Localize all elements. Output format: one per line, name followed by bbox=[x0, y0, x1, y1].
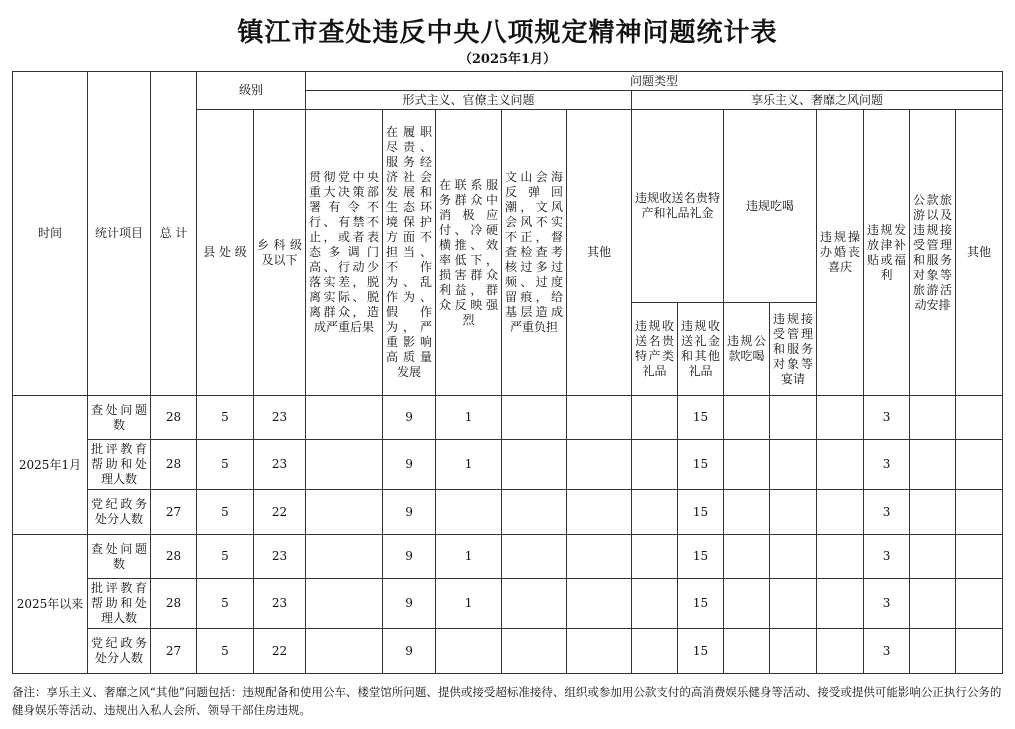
cell-other bbox=[956, 579, 1003, 629]
cell-d2 bbox=[770, 629, 817, 674]
header-allowance: 违规发放津补贴或福利 bbox=[864, 110, 910, 396]
header-hedonism-other: 其他 bbox=[956, 110, 1003, 396]
cell-f2: 9 bbox=[383, 535, 436, 579]
header-dine-2: 违规接受管理和服务对象等宴请 bbox=[770, 303, 817, 396]
table-row bbox=[13, 440, 1003, 490]
cell-other bbox=[956, 440, 1003, 490]
cell-total: 28 bbox=[151, 535, 197, 579]
row-item-label: 查处问题数 bbox=[88, 396, 151, 440]
cell-f5 bbox=[567, 490, 632, 535]
row-group-time: 2025年1月 bbox=[13, 396, 88, 535]
cell-township: 23 bbox=[254, 579, 306, 629]
cell-g2: 15 bbox=[678, 396, 724, 440]
cell-d2 bbox=[770, 440, 817, 490]
cell-county: 5 bbox=[197, 396, 254, 440]
cell-d1 bbox=[724, 396, 770, 440]
table-row bbox=[13, 579, 1003, 629]
cell-travel bbox=[910, 579, 956, 629]
row-item-label: 党纪政务处分人数 bbox=[88, 490, 151, 535]
cell-allowance: 3 bbox=[864, 396, 910, 440]
header-county-level: 县 处 级 bbox=[197, 110, 254, 396]
header-formalism: 形式主义、官僚主义问题 bbox=[306, 91, 632, 110]
cell-county: 5 bbox=[197, 440, 254, 490]
cell-travel bbox=[910, 490, 956, 535]
cell-f3: 1 bbox=[436, 396, 502, 440]
cell-f1 bbox=[306, 396, 383, 440]
cell-d1 bbox=[724, 579, 770, 629]
table-row bbox=[13, 396, 1003, 440]
cell-travel bbox=[910, 440, 956, 490]
cell-travel bbox=[910, 535, 956, 579]
cell-g2: 15 bbox=[678, 440, 724, 490]
cell-f4 bbox=[502, 396, 567, 440]
cell-total: 28 bbox=[151, 396, 197, 440]
cell-f4 bbox=[502, 490, 567, 535]
row-item-label: 党纪政务处分人数 bbox=[88, 629, 151, 674]
header-problem-type: 问题类型 bbox=[306, 72, 1003, 91]
header-time: 时间 bbox=[13, 72, 88, 396]
header-formalism-other: 其他 bbox=[567, 110, 632, 396]
cell-f4 bbox=[502, 629, 567, 674]
cell-g1 bbox=[632, 490, 678, 535]
header-formalism-3: 在联系服务群众中消极应付、冷硬横推、效率低下，损害群众利益，群众反映强烈 bbox=[436, 110, 502, 396]
cell-township: 23 bbox=[254, 535, 306, 579]
cell-g1 bbox=[632, 579, 678, 629]
cell-township: 23 bbox=[254, 396, 306, 440]
header-formalism-4: 文山会海反弹回潮，文风会风不实不正，督查检查考核过多过频、过度留痕，给基层造成严重负担 bbox=[502, 110, 567, 396]
cell-allowance: 3 bbox=[864, 535, 910, 579]
cell-d2 bbox=[770, 396, 817, 440]
cell-county: 5 bbox=[197, 535, 254, 579]
cell-f4 bbox=[502, 535, 567, 579]
cell-wedding bbox=[817, 629, 864, 674]
cell-f4 bbox=[502, 440, 567, 490]
cell-f1 bbox=[306, 440, 383, 490]
cell-d1 bbox=[724, 440, 770, 490]
cell-wedding bbox=[817, 535, 864, 579]
cell-f3 bbox=[436, 490, 502, 535]
cell-d2 bbox=[770, 579, 817, 629]
cell-f2: 9 bbox=[383, 579, 436, 629]
cell-f2: 9 bbox=[383, 490, 436, 535]
footnote: 备注：享乐主义、奢靡之风“其他”问题包括：违规配备和使用公车、楼堂馆所问题、提供或接受超标准接待、组织或参加用公款支付的高消费娱乐健身等活动、接受或提供可能影响公正执行公务的健身娱乐等活动、违规出入私人会所、领导干部住房违规。 bbox=[12, 685, 1002, 717]
cell-total: 27 bbox=[151, 629, 197, 674]
cell-f1 bbox=[306, 579, 383, 629]
cell-wedding bbox=[817, 396, 864, 440]
cell-g1 bbox=[632, 440, 678, 490]
cell-township: 22 bbox=[254, 490, 306, 535]
cell-f2: 9 bbox=[383, 396, 436, 440]
header-dine: 违规吃喝 bbox=[724, 110, 817, 303]
cell-f1 bbox=[306, 535, 383, 579]
cell-allowance: 3 bbox=[864, 579, 910, 629]
cell-allowance: 3 bbox=[864, 440, 910, 490]
header-formalism-1: 贯彻党中央重大决策部署有令不行、有禁不止，或者表态多调门高、行动少落实差，脱离实际、脱离群众，造成严重后果 bbox=[306, 110, 383, 396]
cell-total: 28 bbox=[151, 440, 197, 490]
cell-f5 bbox=[567, 440, 632, 490]
cell-f1 bbox=[306, 629, 383, 674]
statistics-table bbox=[12, 71, 1003, 674]
header-wedding: 违规操办婚丧喜庆 bbox=[817, 110, 864, 396]
cell-f1 bbox=[306, 490, 383, 535]
cell-g1 bbox=[632, 396, 678, 440]
cell-d2 bbox=[770, 535, 817, 579]
cell-f4 bbox=[502, 579, 567, 629]
cell-f3: 1 bbox=[436, 535, 502, 579]
cell-other bbox=[956, 629, 1003, 674]
cell-county: 5 bbox=[197, 629, 254, 674]
cell-county: 5 bbox=[197, 579, 254, 629]
cell-d1 bbox=[724, 535, 770, 579]
header-dine-1: 违规公款吃喝 bbox=[724, 303, 770, 396]
cell-township: 23 bbox=[254, 440, 306, 490]
cell-wedding bbox=[817, 579, 864, 629]
table-row bbox=[13, 629, 1003, 674]
cell-g1 bbox=[632, 535, 678, 579]
cell-g1 bbox=[632, 629, 678, 674]
row-item-label: 批评教育帮助和处理人数 bbox=[88, 440, 151, 490]
cell-f5 bbox=[567, 579, 632, 629]
header-gift-1: 违规收送名贵特产类礼品 bbox=[632, 303, 678, 396]
cell-total: 28 bbox=[151, 579, 197, 629]
header-row-1 bbox=[13, 72, 1003, 91]
header-gift-2: 违规收送礼金和其他礼品 bbox=[678, 303, 724, 396]
header-travel: 公款旅游以及违规接受管理和服务对象等旅游活动安排 bbox=[910, 110, 956, 396]
cell-other bbox=[956, 490, 1003, 535]
cell-wedding bbox=[817, 490, 864, 535]
header-formalism-2: 在履职尽责、服务经济社会发展和生态环境保护方面不担当、不作为、乱作为、假作为，严重影响高质量发展 bbox=[383, 110, 436, 396]
cell-f3: 1 bbox=[436, 579, 502, 629]
cell-wedding bbox=[817, 440, 864, 490]
header-total: 总 计 bbox=[151, 72, 197, 396]
cell-g2: 15 bbox=[678, 535, 724, 579]
cell-g2: 15 bbox=[678, 579, 724, 629]
cell-d1 bbox=[724, 490, 770, 535]
cell-township: 22 bbox=[254, 629, 306, 674]
cell-travel bbox=[910, 629, 956, 674]
cell-g2: 15 bbox=[678, 629, 724, 674]
header-item: 统计项目 bbox=[88, 72, 151, 396]
cell-d1 bbox=[724, 629, 770, 674]
cell-f3 bbox=[436, 629, 502, 674]
header-level: 级别 bbox=[197, 72, 306, 110]
cell-f5 bbox=[567, 629, 632, 674]
cell-total: 27 bbox=[151, 490, 197, 535]
cell-d2 bbox=[770, 490, 817, 535]
cell-f5 bbox=[567, 396, 632, 440]
header-township-level: 乡科级及以下 bbox=[254, 110, 306, 396]
cell-allowance: 3 bbox=[864, 629, 910, 674]
cell-f5 bbox=[567, 535, 632, 579]
cell-f2: 9 bbox=[383, 629, 436, 674]
page-title: 镇江市查处违反中央八项规定精神问题统计表 bbox=[237, 18, 778, 48]
cell-county: 5 bbox=[197, 490, 254, 535]
cell-allowance: 3 bbox=[864, 490, 910, 535]
cell-f2: 9 bbox=[383, 440, 436, 490]
row-item-label: 批评教育帮助和处理人数 bbox=[88, 579, 151, 629]
cell-f3: 1 bbox=[436, 440, 502, 490]
cell-other bbox=[956, 535, 1003, 579]
cell-travel bbox=[910, 396, 956, 440]
table-row bbox=[13, 535, 1003, 579]
row-item-label: 查处问题数 bbox=[88, 535, 151, 579]
table-row bbox=[13, 490, 1003, 535]
header-gift: 违规收送名贵特产和礼品礼金 bbox=[632, 110, 724, 303]
header-hedonism: 享乐主义、奢靡之风问题 bbox=[632, 91, 1003, 110]
cell-g2: 15 bbox=[678, 490, 724, 535]
page-subtitle: （2025年1月） bbox=[458, 52, 557, 67]
row-group-time: 2025年以来 bbox=[13, 535, 88, 674]
cell-other bbox=[956, 396, 1003, 440]
